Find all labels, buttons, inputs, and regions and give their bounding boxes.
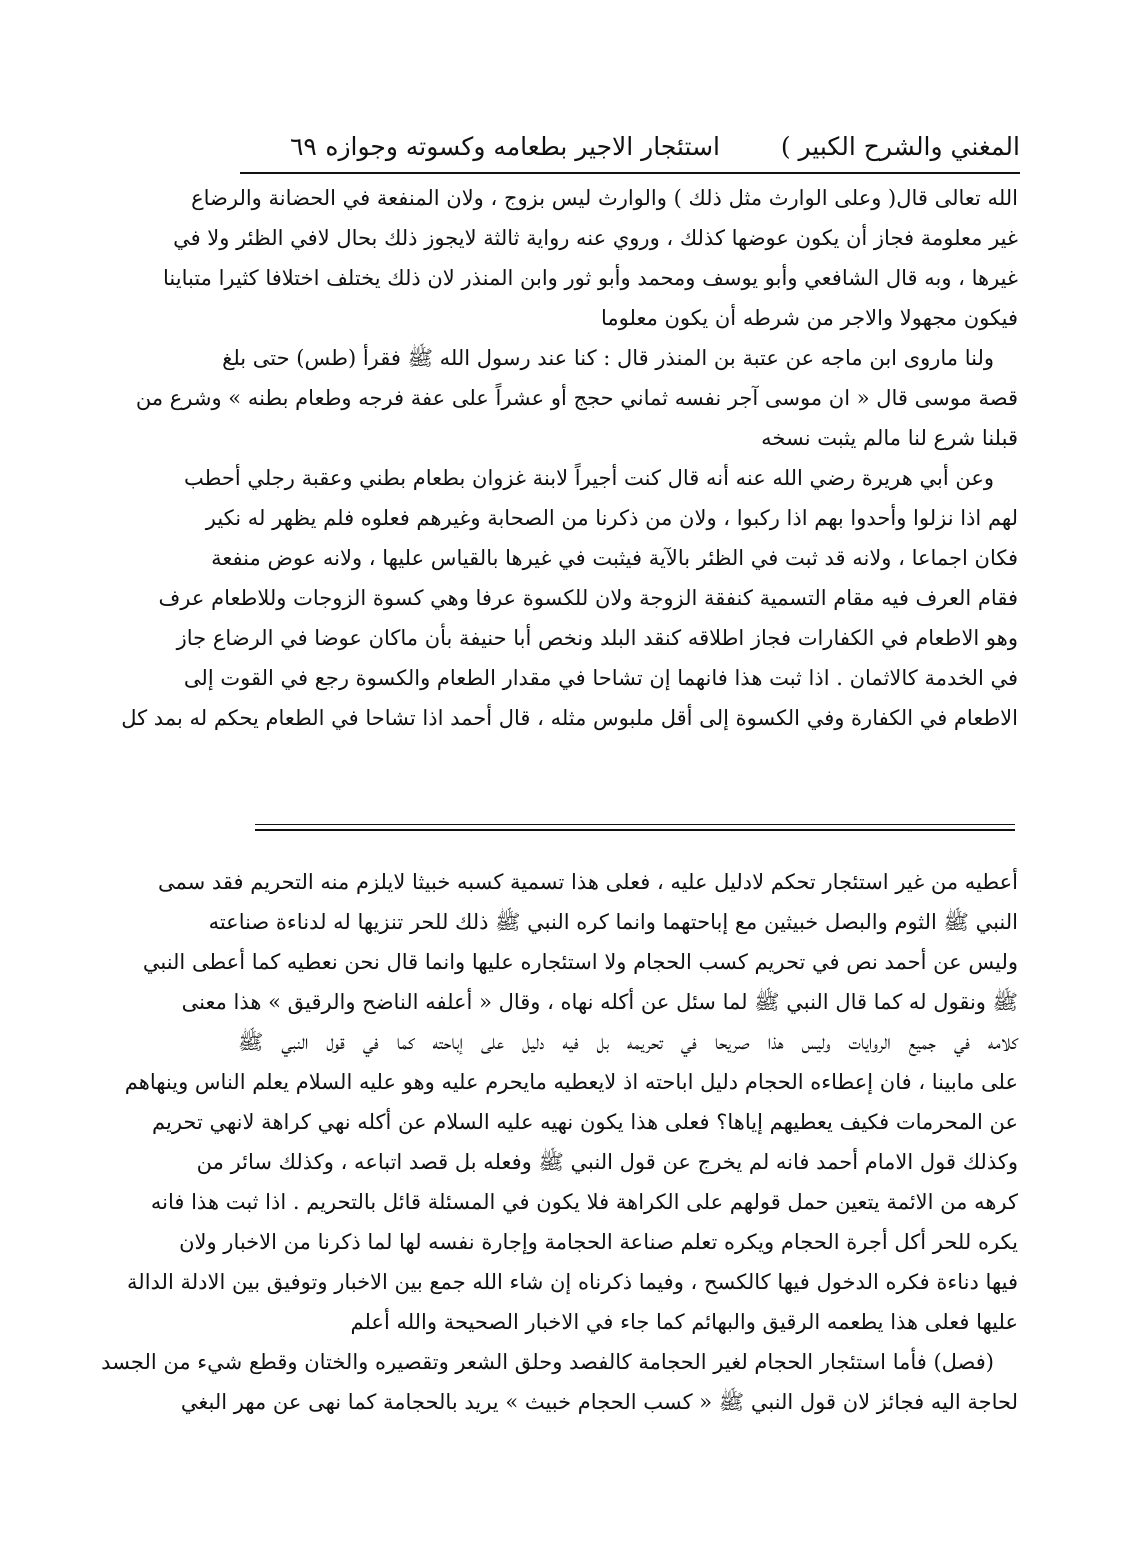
text-line: لهم اذا نزلوا وأحدوا بهم اذا ركبوا ، ولان من ذكرنا من الصحابة وغيرهم فعلوه فلم يظهر له نكير [205,506,1018,530]
text-line: يكره للحر أكل أجرة الحجام ويكره تعلم صناعة الحجامة وإجارة نفسه لها لما ذكرنا من الاخبار ولان [179,1230,1018,1254]
text-line: عليها فعلى هذا يطعمه الرقيق والبهائم كما جاء في الاخبار الصحيحة والله أعلم [350,1310,1018,1334]
text-line: ﷺ ونقول له كما قال النبي ﷺ لما سئل عن أكله نهاه ، وقال « أعلفه الناضح والرقيق » هذا معنى [181,990,1018,1014]
page-number: ٦٩ [290,132,317,161]
main-text [121,178,1018,738]
text-line: فكان اجماعا ، ولانه قد ثبت في الظئر بالآية فيثبت في غيرها بالقياس عليها ، ولانه عوض منفعة [211,546,1018,570]
text-line: الاطعام في الكفارة وفي الكسوة إلى أقل ملبوس مثله ، قال أحمد اذا تشاحا في الطعام يحكم له بمد كل [121,706,1018,730]
text-line: قبلنا شرع لنا مالم يثبت نسخه [761,426,1018,450]
text-line: وهو الاطعام في الكفارات فجاز اطلاقه كنقد البلد ونخص أبا حنيفة بأن ماكان عوضا في الرضاع جاز [176,626,1018,650]
text-line: عن المحرمات فكيف يعطيهم إياها؟ فعلى هذا يكون نهيه عليه السلام عن أكله نهي كراهة لانهي تحريم [152,1110,1018,1134]
text-line: كلامه في جميع الروايات وليس هذا صريحا في تحريمه بل فيه دليل على إباحته كما في قول النبي ﷺ [238,1030,1018,1054]
text-line: على مابينا ، فان إعطاءه الحجام دليل اباحته اذ لايعطيه مايحرم عليه وهو عليه السلام يعلم الناس وينهاهم [124,1070,1018,1094]
commentary-text [101,862,1018,1422]
text-line: فقام العرف فيه مقام التسمية كنفقة الزوجة ولان للكسوة عرفا وهي كسوة الزوجات وللاطعام عرف [158,586,1018,610]
text-line: وكذلك قول الامام أحمد فانه لم يخرج عن قول النبي ﷺ وفعله بل قصد اتباعه ، وكذلك سائر من [196,1150,1018,1174]
text-line: فيها دناءة فكره الدخول فيها كالكسح ، وفيما ذكرناه إن شاء الله جمع بين الاخبار وتوفيق بين الادلة الدالة [127,1270,1018,1294]
text-line: غير معلومة فجاز أن يكون عوضها كذلك ، وروي عنه رواية ثالثة لايجوز ذلك بحال لافي الظئر ولا في [173,226,1018,250]
text-line: فيكون مجهولا والاجر من شرطه أن يكون معلوما [601,306,1018,330]
text-line: ولنا ماروى ابن ماجه عن عتبة بن المنذر قال : كنا عند رسول الله ﷺ فقرأ (طس) حتى بلغ [222,346,994,370]
page-header [240,128,1020,172]
running-topic: استئجار الاجير بطعامه وكسوته وجوازه [325,132,720,161]
text-line: لحاجة اليه فجائز لان قول النبي ﷺ « كسب الحجام خبيث » يريد بالحجامة كما نهى عن مهر البغي [180,1390,1018,1414]
text-line: أعطيه من غير استئجار تحكم لادليل عليه ، فعلى هذا تسمية كسبه خبيثا لايلزم منه التحريم فقد سمى [157,870,1018,894]
text-line: قصة موسى قال « ان موسى آجر نفسه ثماني حجج أو عشراً على عفة فرجه وطعام بطنه » وشرع من [135,386,1018,410]
section-divider [255,829,1015,831]
header-rule [240,172,1020,174]
text-line: النبي ﷺ الثوم والبصل خبيثين مع إباحتهما وانما كره النبي ﷺ ذلك للحر تنزيها له لدناءة صناعته [208,910,1018,934]
text-line: غيرها ، وبه قال الشافعي وأبو يوسف ومحمد وأبو ثور وابن المنذر لان ذلك يختلف اختلافا كثيرا متباينا [163,266,1018,290]
book-title: المغني والشرح الكبير ) [780,132,1020,161]
text-line: في الخدمة كالاثمان . اذا ثبت هذا فانهما إن تشاحا في مقدار الطعام والكسوة رجع في القوت إلى [183,666,1018,690]
text-line: (فصل) فأما استئجار الحجام لغير الحجامة كالفصد وحلق الشعر وتقصيره والختان وقطع شيء من الجسد [101,1350,994,1374]
text-line: الله تعالى قال( وعلى الوارث مثل ذلك ) والوارث ليس بزوج ، ولان المنفعة في الحضانة والرضاع [191,186,1018,210]
section-divider [255,824,1015,825]
text-line: كرهه من الائمة يتعين حمل قولهم على الكراهة فلا يكون في المسئلة قائل بالتحريم . اذا ثبت هذا فانه [150,1190,1018,1214]
text-line: وعن أبي هريرة رضي الله عنه أنه قال كنت أجيراً لابنة غزوان بطعام بطني وعقبة رجلي أحطب [184,466,994,490]
text-line: وليس عن أحمد نص في تحريم كسب الحجام ولا استئجاره عليها وانما قال نحن نعطيه كما أعطى النبي [142,950,1018,974]
